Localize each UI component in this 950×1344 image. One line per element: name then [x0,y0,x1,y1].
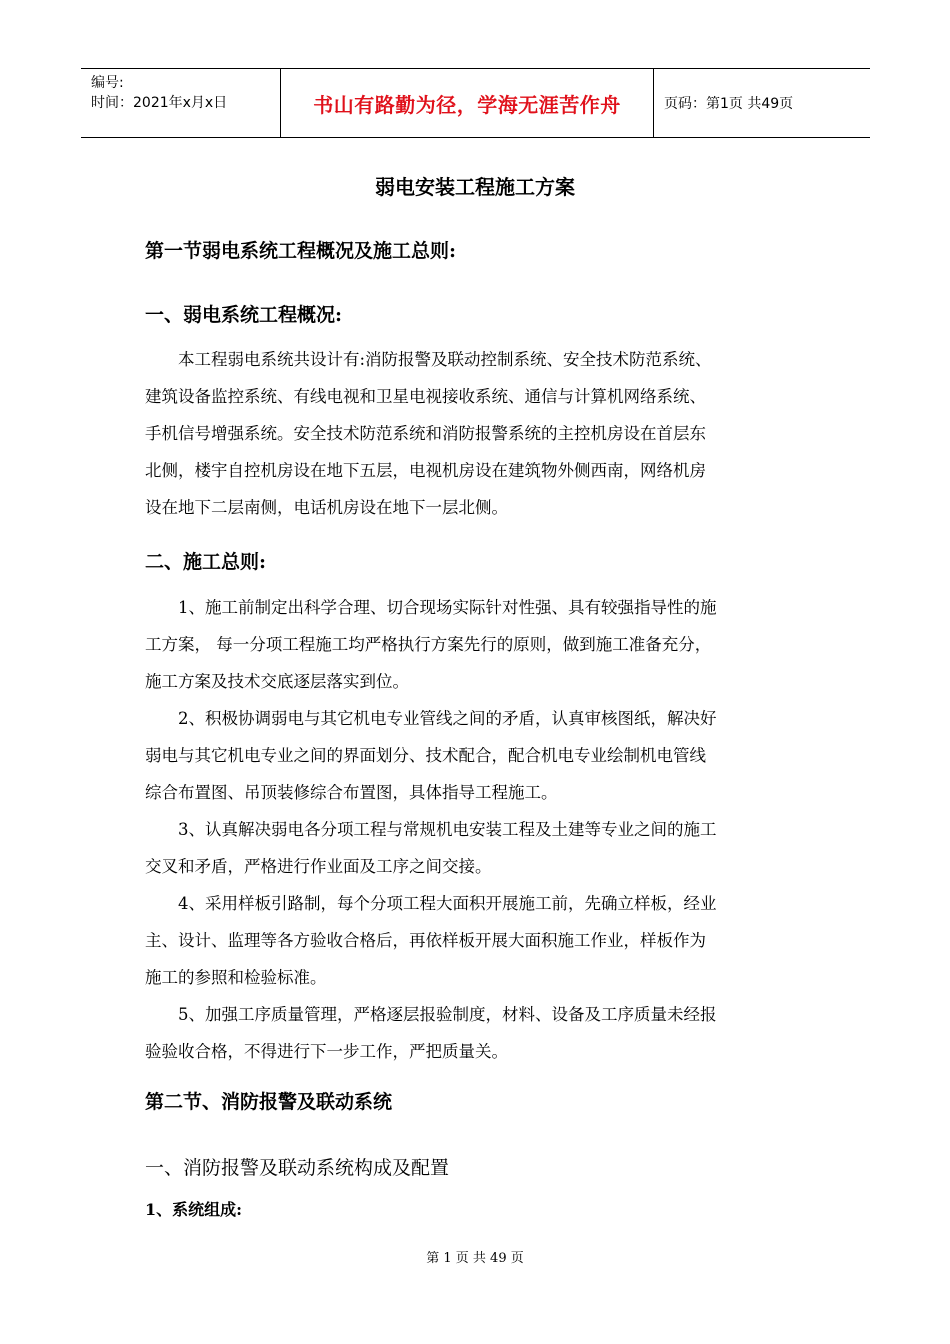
section1-heading: 第一节弱电系统工程概况及施工总则: [145,240,457,262]
overview-line: 本工程弱电系统共设计有:消防报警及联动控制系统、安全技术防范系统、 [178,350,712,369]
overview-line: 设在地下二层南侧，电话机房设在地下一层北侧。 [145,498,508,517]
page-footer: 第 1 页 共 49 页 [426,1251,524,1266]
principle-line: 施工的参照和检验标准。 [145,968,327,987]
page-header [81,68,870,138]
overview-line: 北侧，楼宇自控机房设在地下五层，电视机房设在建筑物外侧西南，网络机房 [145,461,706,480]
time-label: 时间：2021年x月x日 [91,95,228,111]
header-motto-cell [281,69,654,137]
principle-line: 施工方案及技术交底逐层落实到位。 [145,672,409,691]
principle-line: 4、采用样板引路制，每个分项工程大面积开展施工前，先确立样板，经业 [178,894,717,913]
principle-line: 1、施工前制定出科学合理、切合现场实际针对性强、具有较强指导性的施 [178,598,717,617]
overview-line: 手机信号增强系统。安全技术防范系统和消防报警系统的主控机房设在首层东 [145,424,706,443]
principle-line: 3、认真解决弱电各分项工程与常规机电安装工程及土建等专业之间的施工 [178,820,717,839]
section2-heading: 第二节、消防报警及联动系统 [145,1091,393,1113]
section2-sub1-heading: 一、消防报警及联动系统构成及配置 [145,1157,450,1179]
document-title: 弱电安装工程施工方案 [375,175,575,199]
section1-sub2-heading: 二、施工总则: [145,551,267,573]
principle-line: 综合布置图、吊顶装修综合布置图，具体指导工程施工。 [145,783,558,802]
principle-line: 交叉和矛盾，严格进行作业面及工序之间交接。 [145,857,492,876]
principle-line: 验验收合格，不得进行下一步工作，严把质量关。 [145,1042,508,1061]
principles-list [145,589,805,1070]
principle-line: 主、设计、监理等各方验收合格后，再依样板开展大面积施工作业，样板作为 [145,931,706,950]
header-meta [81,69,281,137]
motto-text: 书山有路勤为径，学海无涯苦作舟 [313,92,621,117]
number-label: 编号: [91,75,124,91]
principle-line: 弱电与其它机电专业之间的界面划分、技术配合，配合机电专业绘制机电管线 [145,746,706,765]
principle-line: 5、加强工序质量管理，严格逐层报验制度，材料、设备及工序质量未经报 [178,1005,717,1024]
overview-line: 建筑设备监控系统、有线电视和卫星电视接收系统、通信与计算机网络系统、 [145,387,706,406]
page-info: 页码：第1页 共49页 [664,96,794,112]
section1-sub1-heading: 一、弱电系统工程概况: [145,304,343,326]
section2-item1-heading: 1、系统组成: [145,1200,243,1219]
principle-line: 工方案， 每一分项工程施工均严格执行方案先行的原则，做到施工准备充分， [145,635,712,654]
principle-line: 2、积极协调弱电与其它机电专业管线之间的矛盾，认真审核图纸，解决好 [178,709,717,728]
overview-paragraph [145,341,805,526]
